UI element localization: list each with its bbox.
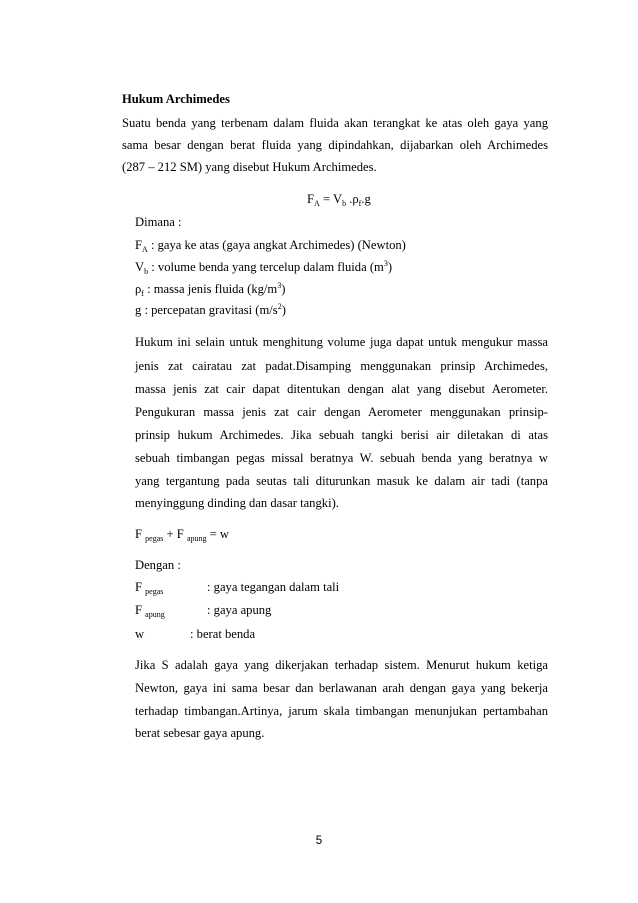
section-heading: Hukum Archimedes bbox=[122, 92, 230, 106]
archimedes-formula: $F_A = V_b$ $.\rho_f.g$ bbox=[307, 192, 371, 208]
dimana-label: Dimana : bbox=[135, 215, 182, 229]
paragraph-line: terhadap timbangan.Artinya, jarum skala timbangan menunjukan pertambahan bbox=[135, 704, 548, 718]
paragraph-line: Hukum ini selain untuk menghitung volume juga dapat untuk mengukur massa bbox=[135, 335, 548, 349]
intro-line: (287 – 212 SM) yang disebut Hukum Archimedes. bbox=[122, 160, 377, 174]
definition-line: F $_{pegas}$ bbox=[135, 580, 164, 596]
paragraph-line: prinsip hukum Archimedes. Jika sebuah tangki berisi air diletakan di atas bbox=[135, 428, 548, 442]
definition-line: g : percepatan gravitasi $(m/s^2)$ bbox=[135, 302, 286, 317]
paragraph-line: Jika S adalah gaya yang dikerjakan terhadap sistem. Menurut hukum ketiga bbox=[135, 658, 548, 672]
force-balance-formula: F $_{pegas}$ + F $_{apung}$ = w bbox=[135, 527, 229, 543]
paragraph-line: berat sebesar gaya apung. bbox=[135, 726, 265, 740]
paragraph-line: jenis zat cairatau zat padat.Disamping menggunakan prinsip Archimedes, bbox=[135, 359, 548, 373]
paragraph-line: massa jenis zat cair dapat ditentukan dengan alat yang disebut Aerometer. bbox=[135, 382, 548, 396]
definition-line: w bbox=[135, 627, 145, 641]
paragraph-line: Newton, gaya ini sama besar dan berlawanan arah dengan gaya yang bekerja bbox=[135, 681, 548, 695]
paragraph-line: sebuah timbangan pegas missal beratnya W. sebuah benda yang beratnya w bbox=[135, 451, 548, 465]
paragraph-line: menyinggung dinding dan dasar tangki). bbox=[135, 496, 339, 510]
dengan-label: Dengan : bbox=[135, 558, 181, 572]
definition-line: $\rho_f$ : massa jenis fluida $(kg/m^3)$ bbox=[135, 281, 286, 298]
definition-text: : gaya tegangan dalam tali bbox=[207, 580, 340, 594]
definition-line: $F_A$ : gaya ke atas (gaya angkat Archimedes) (Newton) bbox=[135, 238, 406, 254]
definition-text: : gaya apung bbox=[207, 603, 272, 617]
paragraph-line: Pengukuran massa jenis zat cair dengan Aerometer menggunakan prinsip- bbox=[135, 405, 548, 419]
paragraph-line: yang tergantung pada seutas tali diturunkan masuk ke dalam air tadi (tanpa bbox=[135, 474, 548, 488]
definition-line: $V_b$ : volume benda yang tercelup dalam fluida $(m^3)$ bbox=[135, 259, 393, 276]
intro-line: sama besar dengan berat fluida yang dipindahkan, dijabarkan oleh Archimedes bbox=[122, 138, 548, 152]
intro-line: Suatu benda yang terbenam dalam fluida akan terangkat ke atas oleh gaya yang bbox=[122, 116, 548, 130]
definition-line: F $_{apung}$ bbox=[135, 603, 165, 619]
page-number: 5 bbox=[315, 835, 323, 847]
definition-text: : berat benda bbox=[190, 627, 256, 641]
